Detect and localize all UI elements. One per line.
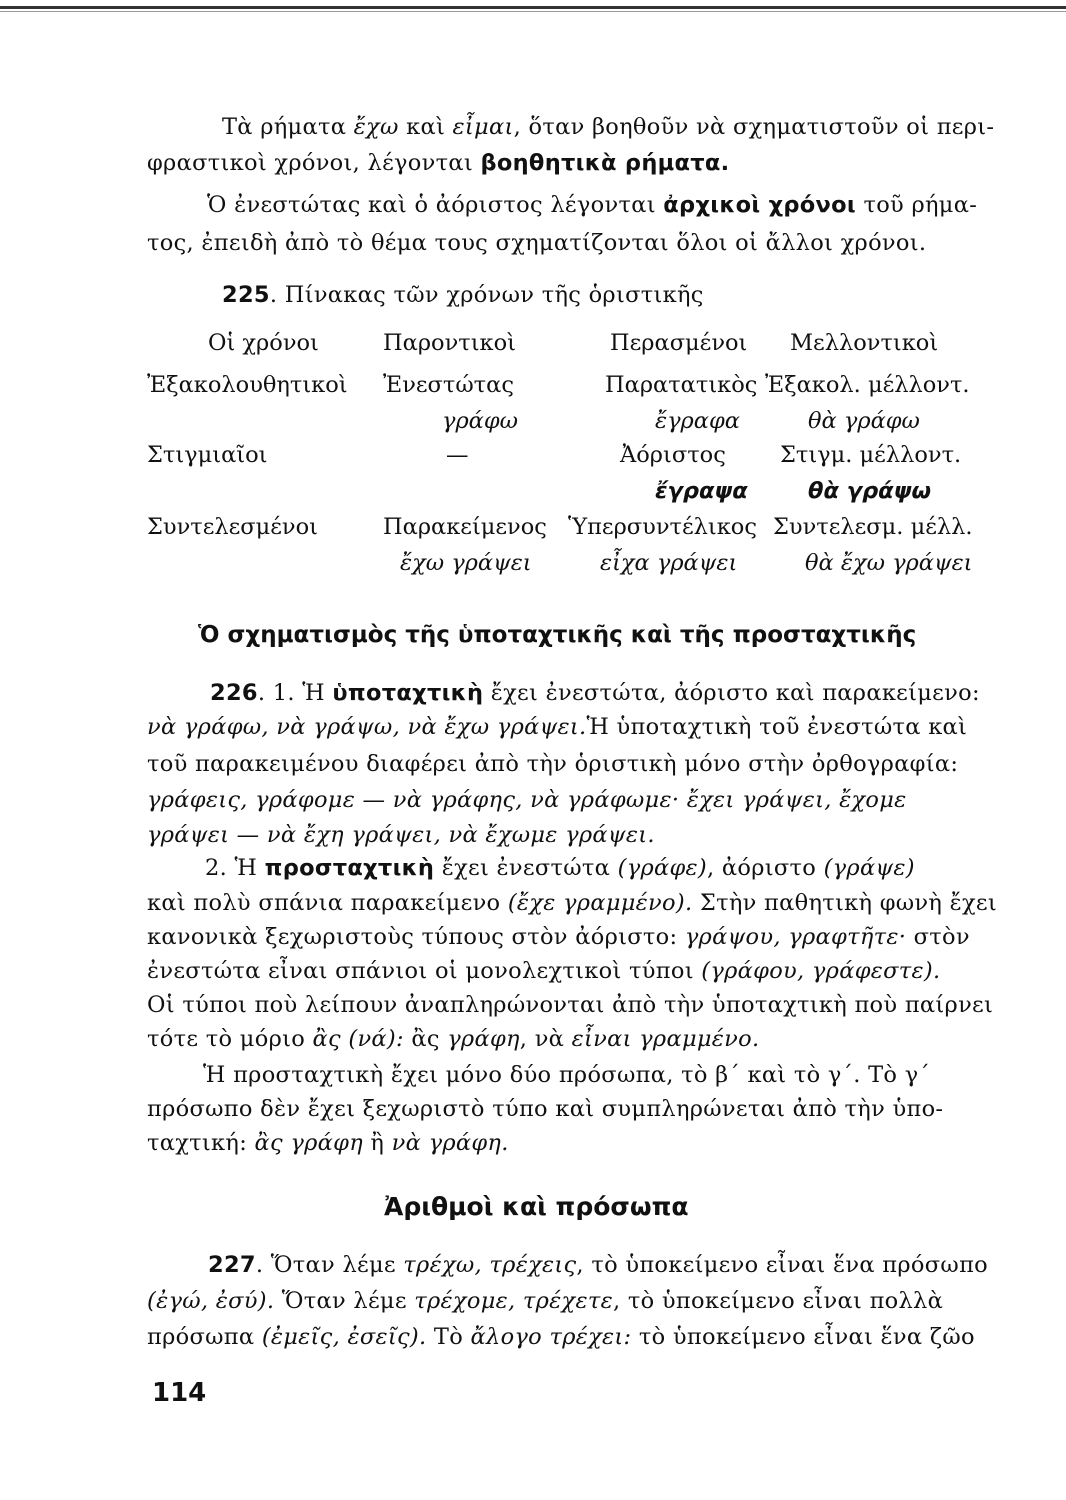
- text-run: ταχτική:: [147, 1130, 255, 1156]
- text-run: Ἡ προσταχτικὴ ἔχει μόνο δύο πρόσωπα, τὸ β΄ καὶ τὸ γ΄. Τὸ γ΄: [203, 1062, 931, 1088]
- text-run: , τὸ ὑποκείμενο εἶναι ἕνα πρόσωπο: [576, 1252, 989, 1278]
- table-row1-past-example: ἔγραφα: [655, 408, 740, 434]
- para1-line-2: [147, 148, 730, 178]
- para1-line-1: [222, 112, 994, 142]
- text-run: ἔχει ἐνεστώτα, ἀόριστο καὶ παρακείμενο:: [483, 680, 980, 706]
- text-run: καὶ: [398, 114, 453, 140]
- text-run: ὑποταχτικὴ: [332, 680, 484, 706]
- sec226-line-6: [205, 853, 915, 883]
- text-run: προσταχτικὴ: [264, 855, 435, 881]
- para1-line-4: [147, 228, 926, 258]
- scan-top-border: [0, 6, 1066, 9]
- text-run: Ἡ ὑποταχτικὴ τοῦ ἐνεστώτα καὶ: [586, 714, 968, 740]
- text-run: 226: [210, 680, 258, 706]
- table-row1-present-example: γράφω: [442, 408, 518, 434]
- text-run: ἄλογο τρέχει:: [470, 1324, 632, 1350]
- table-row2-past: Ἀόριστος: [620, 442, 726, 468]
- text-run: νὰ γράφω, νὰ γράψω, νὰ ἔχω γράψει.: [147, 714, 587, 740]
- table-header-times: Οἱ χρόνοι: [208, 330, 319, 356]
- table-row3-present-example: ἔχω γράψει: [400, 550, 532, 576]
- text-run: , νὰ: [519, 1026, 572, 1052]
- text-run: ἂς: [403, 1026, 448, 1052]
- text-run: ἔχω: [353, 114, 399, 140]
- scan-top-border-thin: [0, 11, 1066, 12]
- text-run: κανονικὰ ξεχωριστοὺς τύπους στὸν ἀόριστο:: [147, 924, 685, 950]
- sec226-line-5: [147, 820, 655, 850]
- table-header-past: Περασμένοι: [610, 330, 748, 356]
- sec226-line-7: [147, 888, 997, 918]
- text-run: γράψει — νὰ ἔχη γράψει, νὰ ἔχωμε γράψει.: [147, 822, 655, 848]
- text-run: (γράψε): [823, 855, 915, 881]
- text-run: γράφεις, γράφομε — νὰ γράφης, νὰ γράφωμε· ἔχει γράψει, ἔχομε: [147, 787, 907, 813]
- text-run: ἂς γράφη: [254, 1130, 363, 1156]
- text-run: (ἐγώ, ἐσύ).: [147, 1288, 275, 1314]
- table-row2-past-example: ἔγραψα: [655, 478, 748, 504]
- text-run: 225: [222, 282, 270, 308]
- text-run: . 1. Ἡ: [257, 680, 333, 706]
- table-header-present: Παροντικοὶ: [383, 330, 516, 356]
- text-run: γράψου, γραφτῆτε·: [684, 924, 907, 950]
- sec226-line-3: [147, 749, 958, 779]
- text-run: τρέχω, τρέχεις: [403, 1252, 577, 1278]
- text-run: τρέχομε, τρέχετε: [414, 1288, 613, 1314]
- text-run: πρόσωπο δὲν ἔχει ξεχωριστὸ τύπο καὶ συμπληρώνεται ἀπὸ τὴν ὑπο-: [147, 1096, 944, 1122]
- sec226-line-4: [147, 785, 907, 815]
- text-run: βοηθητικὰ ρήματα.: [480, 150, 730, 176]
- table-row1-past: Παρατατικὸς: [605, 372, 758, 398]
- table-row1-present: Ἐνεστώτας: [383, 372, 514, 398]
- table-row3-past: Ὑπερσυντέλικος: [568, 514, 757, 540]
- table-row2-future: Στιγμ. μέλλοντ.: [780, 442, 962, 468]
- text-run: . Ὅταν λέμε: [255, 1252, 404, 1278]
- sec226-line-12: [203, 1060, 930, 1090]
- table-row2-present: —: [446, 442, 469, 468]
- sec226-line-11: [147, 1024, 759, 1054]
- table-row1-label: Ἐξακολουθητικοὶ: [147, 372, 348, 398]
- section-225-title: [222, 280, 704, 310]
- text-run: τὸ ὑποκείμενο εἶναι ἕνα ζῶο: [631, 1324, 975, 1350]
- sec226-line-1: [210, 678, 980, 708]
- text-run: ἔχει ἐνεστώτα: [434, 855, 618, 881]
- text-run: Ὅταν λέμε: [274, 1288, 415, 1314]
- table-row2-future-example: θὰ γράψω: [808, 478, 932, 504]
- text-run: τος, ἐπειδὴ ἀπὸ τὸ θέμα τους σχηματίζονται ὅλοι οἱ ἄλλοι χρόνοι.: [147, 230, 927, 256]
- text-run: νὰ γράφη.: [391, 1130, 509, 1156]
- table-row2-label: Στιγμιαῖοι: [147, 442, 268, 468]
- text-run: φραστικοὶ χρόνοι, λέγονται: [147, 150, 481, 176]
- table-row3-present: Παρακείμενος: [383, 514, 547, 540]
- table-row3-past-example: εἶχα γράψει: [600, 550, 738, 576]
- text-run: (ἔχε γραμμένο).: [507, 890, 693, 916]
- text-run: . Πίνακας τῶν χρόνων τῆς ὁριστικῆς: [269, 282, 704, 308]
- text-run: στὸν: [906, 924, 970, 950]
- sec226-line-14: [147, 1128, 509, 1158]
- text-run: Οἱ τύποι ποὺ λείπουν ἀναπληρώνονται ἀπὸ τὴν ὑποταχτικὴ ποὺ παίρνει: [147, 992, 994, 1018]
- text-run: τότε τὸ μόριο: [147, 1026, 313, 1052]
- sec226-line-9: [147, 956, 940, 986]
- text-run: ἂς (νά):: [312, 1026, 404, 1052]
- text-run: γράφη: [447, 1026, 520, 1052]
- table-row3-future-example: θὰ ἔχω γράψει: [805, 550, 973, 576]
- text-run: 2. Ἡ: [205, 855, 265, 881]
- text-run: Τὸ: [426, 1324, 471, 1350]
- text-run: πρόσωπα: [147, 1324, 262, 1350]
- page-number: 114: [152, 1378, 207, 1408]
- sec226-line-2: [147, 712, 967, 742]
- text-run: Τὰ ρήματα: [222, 114, 354, 140]
- sec227-line-2: [147, 1286, 943, 1316]
- text-run: (γράφου, γράφεστε).: [701, 958, 941, 984]
- text-run: τοῦ ρήμα-: [856, 192, 978, 218]
- para1-line-3: [207, 190, 977, 220]
- text-run: εἶναι γραμμένο.: [571, 1026, 760, 1052]
- text-run: Στὴν παθητικὴ φωνὴ ἔχει: [692, 890, 997, 916]
- text-run: , ἀόριστο: [706, 855, 824, 881]
- text-run: καὶ πολὺ σπάνια παρακείμενο: [147, 890, 508, 916]
- text-run: ἀρχικοὶ χρόνοι: [663, 192, 856, 218]
- table-row1-future-example: θὰ γράφω: [808, 408, 920, 434]
- sec226-line-8: [147, 922, 970, 952]
- text-run: Ὁ ἐνεστώτας καὶ ὁ ἀόριστος λέγονται: [207, 192, 664, 218]
- heading-subjunctive-imperative: Ὁ σχηματισμὸς τῆς ὑποταχτικῆς καὶ τῆς προσταχτικῆς: [198, 622, 917, 648]
- text-run: , τὸ ὑποκείμενο εἶναι πολλὰ: [612, 1288, 944, 1314]
- text-run: τοῦ παρακειμένου διαφέρει ἀπὸ τὴν ὁριστικὴ μόνο στὴν ὀρθογραφία:: [147, 751, 959, 777]
- heading-numbers-persons: Ἀριθμοὶ καὶ πρόσωπα: [384, 1192, 689, 1221]
- table-row1-future: Ἐξακολ. μέλλοντ.: [765, 372, 970, 398]
- text-run: ἐνεστώτα εἶναι σπάνιοι οἱ μονολεχτικοὶ τύποι: [147, 958, 702, 984]
- table-header-future: Μελλοντικοὶ: [790, 330, 939, 356]
- table-row3-label: Συντελεσμένοι: [147, 514, 318, 540]
- text-run: ἢ: [362, 1130, 392, 1156]
- sec227-line-1: [208, 1250, 988, 1280]
- sec226-line-10: [147, 990, 993, 1020]
- text-run: (γράφε): [617, 855, 707, 881]
- table-row3-future: Συντελεσμ. μέλλ.: [773, 514, 973, 540]
- sec226-line-13: [147, 1094, 943, 1124]
- text-run: (ἐμεῖς, ἐσεῖς).: [261, 1324, 427, 1350]
- sec227-line-3: [147, 1322, 975, 1352]
- text-run: εἶμαι: [452, 114, 514, 140]
- text-run: 227: [208, 1252, 256, 1278]
- text-run: , ὅταν βοηθοῦν νὰ σχηματιστοῦν οἱ περι-: [513, 114, 995, 140]
